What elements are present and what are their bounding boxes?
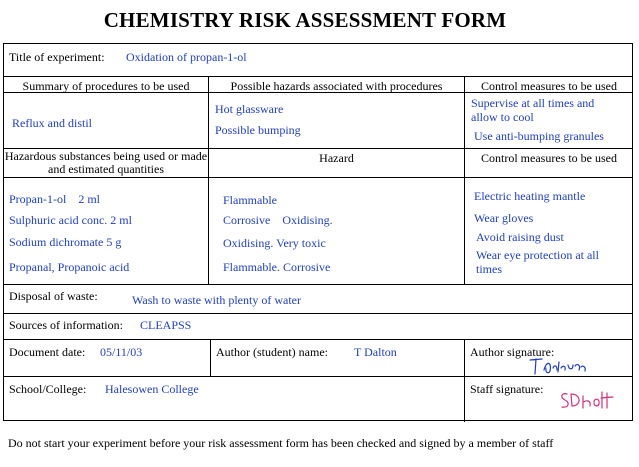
risk-assessment-form (3, 43, 633, 421)
procedure-control: Use anti-bumping granules (474, 129, 604, 143)
author-name-value: T Dalton (354, 345, 397, 359)
column-divider (208, 76, 209, 284)
substance-control: Wear gloves (474, 211, 534, 225)
author-signature-label: Author signature: (470, 345, 555, 359)
staff-signature-image (557, 388, 623, 414)
controls-header: Control measures to be used (481, 79, 617, 93)
substance-hazard: Oxidising. Very toxic (223, 236, 326, 250)
substance-item: Propanal, Propanoic acid (9, 260, 130, 274)
row-divider (4, 76, 632, 77)
hazards-header: Possible hazards associated with procedures (230, 79, 443, 93)
author-name-label: Author (student) name: (216, 345, 328, 359)
staff-signature-label: Staff signature: (470, 382, 544, 396)
substance-hazard-header: Hazard (319, 151, 354, 165)
school-value: Halesowen College (105, 382, 199, 396)
procedure-control: Supervise at all times and allow to cool (471, 96, 595, 124)
disposal-label: Disposal of waste: (9, 289, 98, 303)
substance-item: Sulphuric acid conc. 2 ml (9, 213, 132, 227)
substance-item: Propan-1-ol 2 ml (9, 192, 100, 206)
substance-control: Electric heating mantle (474, 189, 586, 203)
substance-control: Avoid raising dust (476, 230, 564, 244)
substance-hazard: Corrosive Oxidising. (223, 213, 333, 227)
substances-header: Hazardous substances being used or made and estimated quantities (4, 149, 208, 176)
procedure-hazard: Hot glassware (215, 102, 284, 116)
procedures-header: Summary of procedures to be used (22, 79, 190, 93)
author-signature-image (526, 356, 588, 378)
substance-item: Sodium dichromate 5 g (9, 235, 122, 249)
school-label: School/College: (9, 382, 87, 396)
substance-controls-header: Control measures to be used (481, 151, 617, 165)
row-divider (4, 313, 632, 314)
footer-note: Do not start your experiment before your risk assessment form has been checked and signed by a member of staff (8, 436, 554, 450)
row-divider (4, 339, 632, 340)
document-date-value: 05/11/03 (100, 345, 143, 359)
substance-control: Wear eye protection at all times (476, 248, 599, 276)
document-date-label: Document date: (9, 345, 86, 359)
substance-hazard: Flammable. Corrosive (223, 260, 331, 274)
sources-value: CLEAPSS (140, 318, 192, 332)
sources-label: Sources of information: (9, 318, 123, 332)
procedure-hazard: Possible bumping (215, 123, 301, 137)
experiment-label: Title of experiment: (9, 50, 105, 64)
procedure-text: Reflux and distil (12, 116, 92, 130)
column-divider (464, 76, 465, 284)
form-title: CHEMISTRY RISK ASSESSMENT FORM (103, 8, 507, 32)
substance-hazard: Flammable (223, 193, 277, 207)
column-divider (464, 339, 465, 422)
column-divider (210, 339, 211, 376)
experiment-value: Oxidation of propan-1-ol (126, 50, 247, 64)
row-divider (4, 284, 632, 285)
row-divider (4, 177, 632, 178)
disposal-value: Wash to waste with plenty of water (132, 293, 301, 307)
